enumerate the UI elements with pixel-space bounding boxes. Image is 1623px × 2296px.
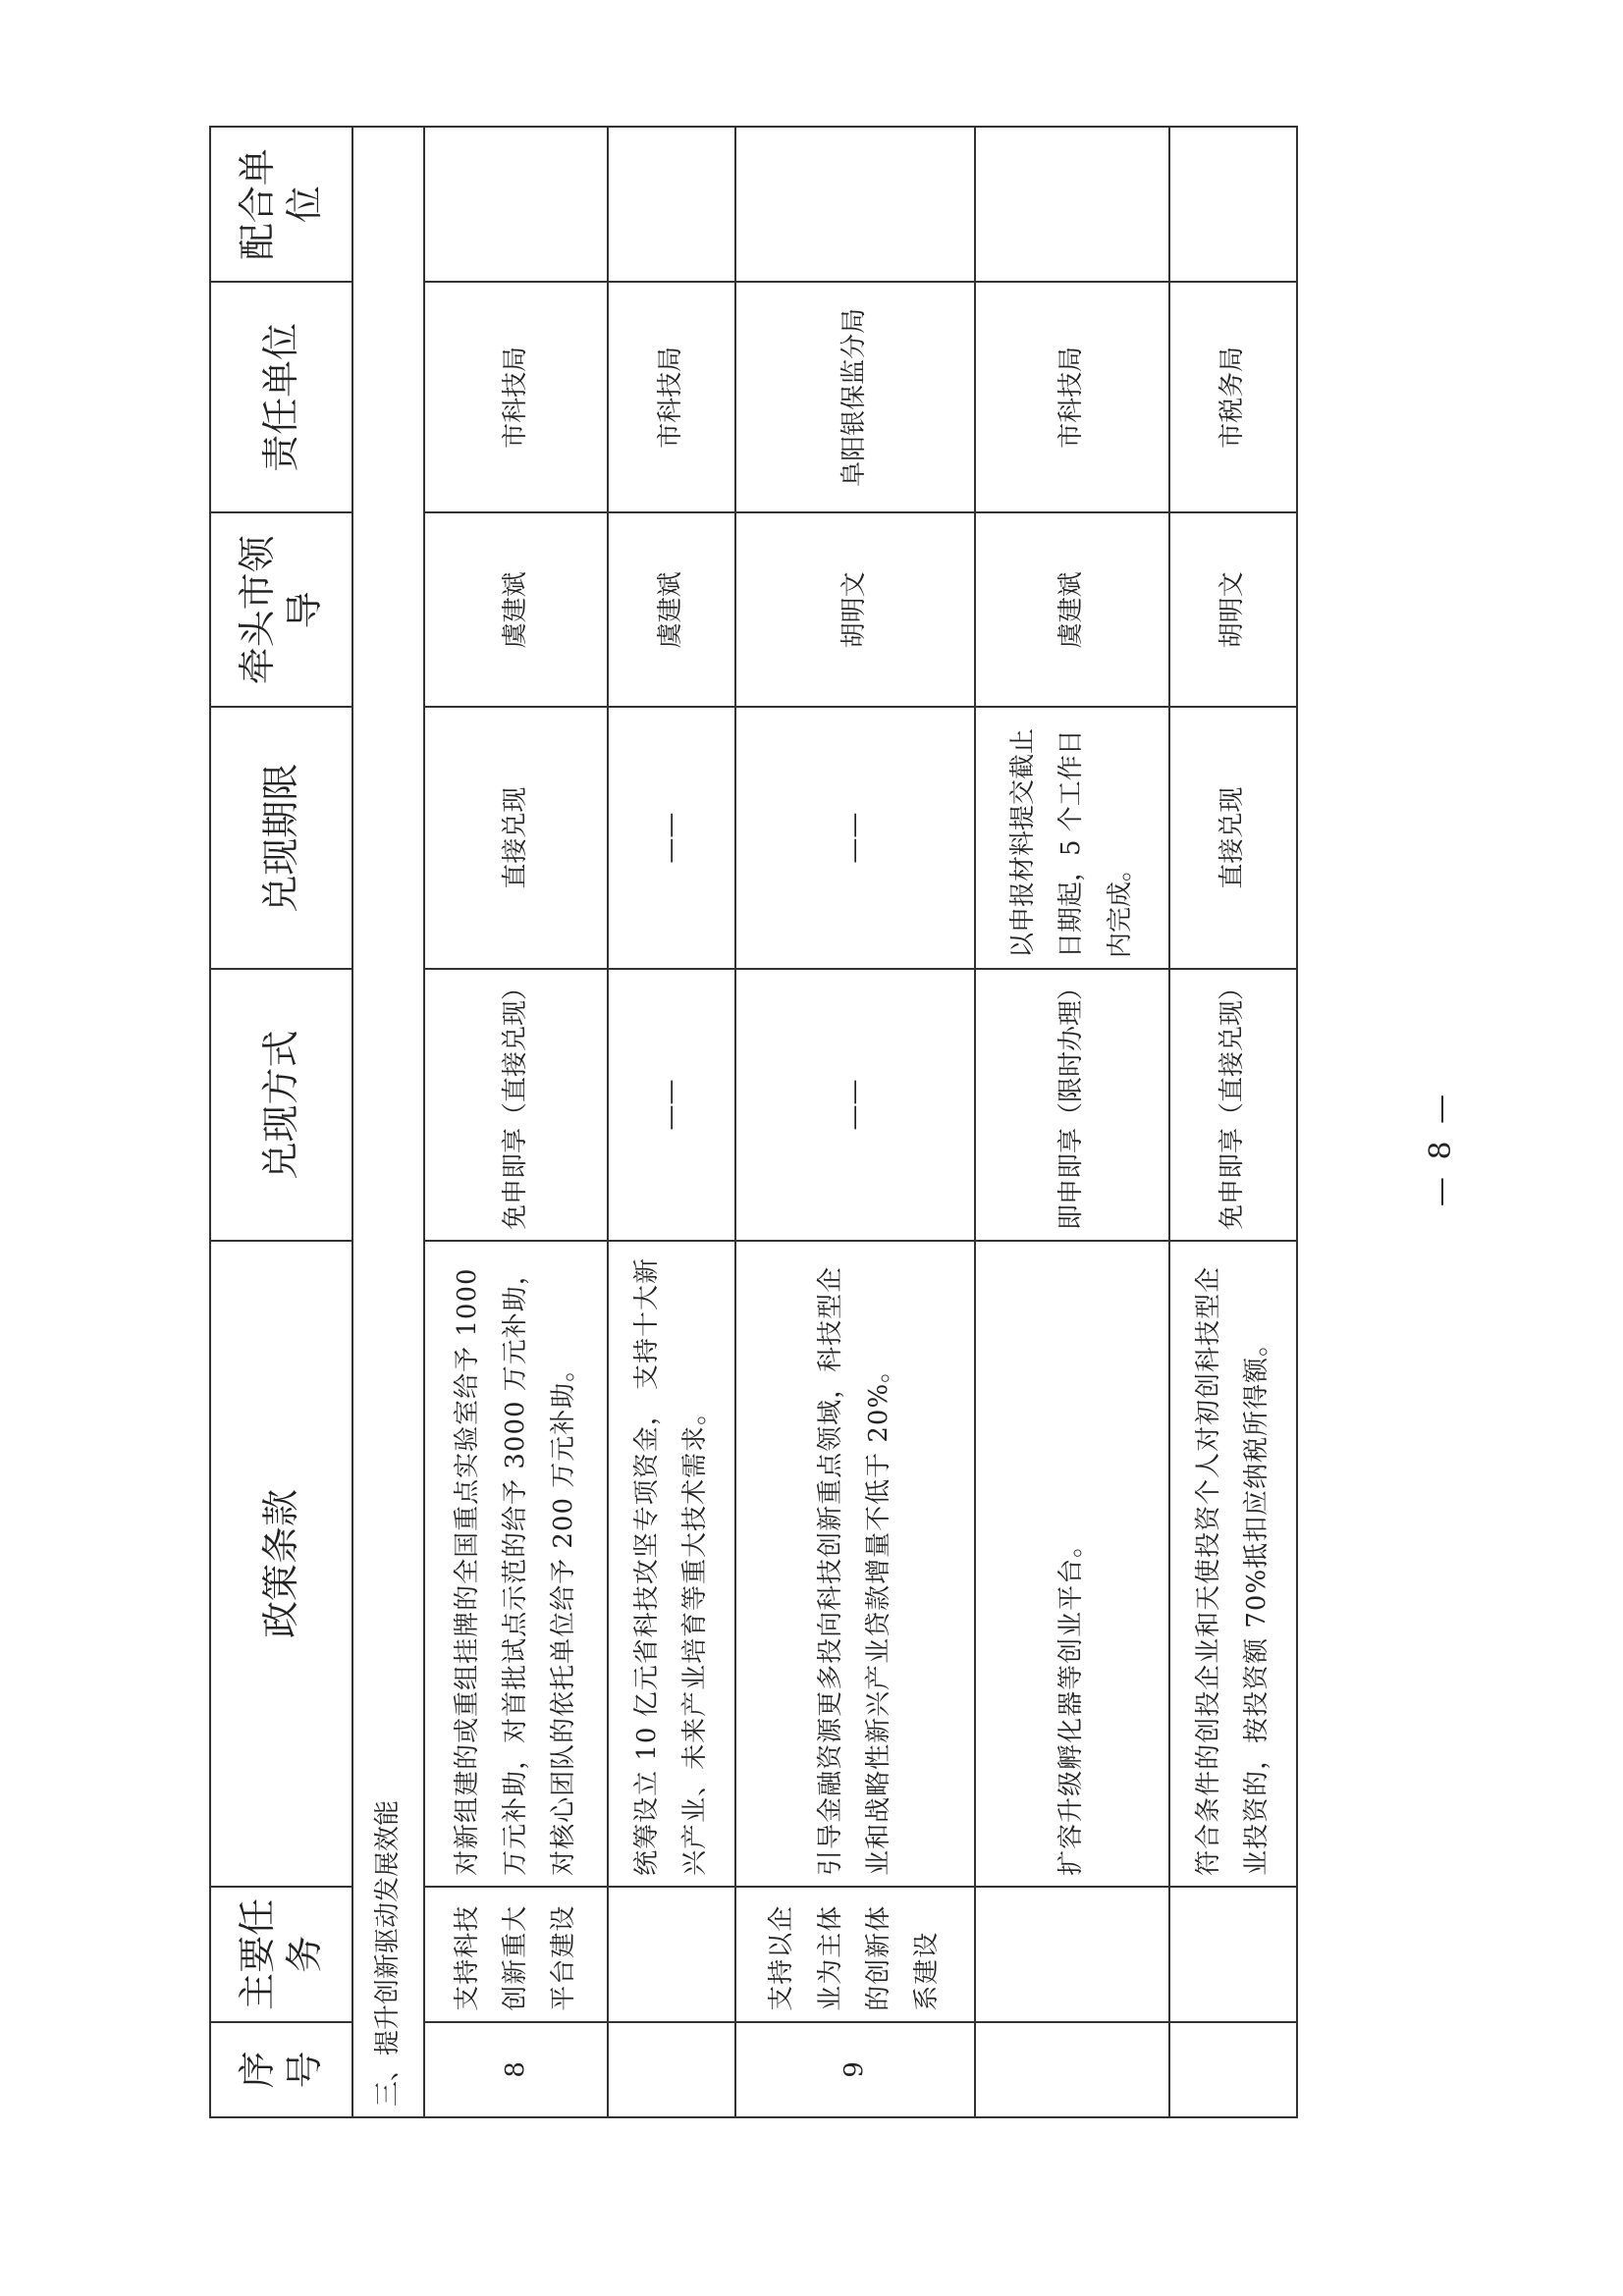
table-row bbox=[975, 127, 1169, 2117]
row-unit: 市科技局 bbox=[975, 282, 1169, 512]
policy-table bbox=[209, 126, 1298, 2118]
table-row bbox=[608, 127, 735, 2117]
row-policy: 扩容升级孵化器等创业平台。 bbox=[975, 1241, 1169, 1887]
row-method: 免申即享（直接兑现） bbox=[1169, 969, 1297, 1241]
row-seq bbox=[975, 2022, 1169, 2117]
row-policy: 符合条件的创投企业和天使投资个人对初创科技型企业投资的，按投资额 70%抵扣应纳税所得额。 bbox=[1169, 1241, 1297, 1887]
page-number: — 8 — bbox=[1424, 1090, 1458, 1207]
row-task bbox=[975, 1887, 1169, 2022]
row-coop bbox=[735, 127, 975, 282]
section-title: 三、提升创新驱动发展效能 bbox=[352, 127, 424, 2117]
table-row bbox=[424, 127, 608, 2117]
header-unit: 责任单位 bbox=[210, 282, 352, 512]
row-task: 支持以企业为主体的创新体系建设 bbox=[735, 1887, 975, 2022]
row-coop bbox=[1169, 127, 1297, 282]
row-coop bbox=[608, 127, 735, 282]
row-leader: 虞建斌 bbox=[424, 512, 608, 707]
row-deadline: 直接兑现 bbox=[1169, 707, 1297, 969]
header-leader: 牵头市领导 bbox=[210, 512, 352, 707]
table-row bbox=[735, 127, 975, 2117]
row-unit: 市科技局 bbox=[424, 282, 608, 512]
row-deadline: —— bbox=[608, 707, 735, 969]
header-deadline: 兑现期限 bbox=[210, 707, 352, 969]
row-policy: 对新组建的或重组挂牌的全国重点实验室给予 1000 万元补助，对首批试点示范的给予 3000 万元补助，对核心团队的依托单位给予 200 万元补助。 bbox=[424, 1241, 608, 1887]
header-method: 兑现方式 bbox=[210, 969, 352, 1241]
row-deadline: 以申报材料提交截止日期起，5 个工作日内完成。 bbox=[975, 707, 1169, 969]
row-method: 免申即享（直接兑现） bbox=[424, 969, 608, 1241]
row-coop bbox=[424, 127, 608, 282]
policy-table-wrapper bbox=[209, 126, 1298, 2118]
header-policy: 政策条款 bbox=[210, 1241, 352, 1887]
row-policy: 引导金融资源更多投向科技创新重点领域，科技型企业和战略性新兴产业贷款增量不低于 20%。 bbox=[735, 1241, 975, 1887]
row-task: 支持科技创新重大平台建设 bbox=[424, 1887, 608, 2022]
header-row bbox=[210, 127, 352, 2117]
row-leader: 虞建斌 bbox=[608, 512, 735, 707]
row-task bbox=[1169, 1887, 1297, 2022]
row-unit: 市科技局 bbox=[608, 282, 735, 512]
row-method: 即申即享（限时办理） bbox=[975, 969, 1169, 1241]
row-task bbox=[608, 1887, 735, 2022]
row-unit: 阜阳银保监分局 bbox=[735, 282, 975, 512]
row-leader: 胡明文 bbox=[1169, 512, 1297, 707]
row-leader: 胡明文 bbox=[735, 512, 975, 707]
header-seq: 序号 bbox=[210, 2022, 352, 2117]
row-deadline: —— bbox=[735, 707, 975, 969]
row-deadline: 直接兑现 bbox=[424, 707, 608, 969]
table-row bbox=[1169, 127, 1297, 2117]
row-seq: 9 bbox=[735, 2022, 975, 2117]
row-leader: 虞建斌 bbox=[975, 512, 1169, 707]
row-seq bbox=[1169, 2022, 1297, 2117]
row-method: —— bbox=[735, 969, 975, 1241]
row-seq bbox=[608, 2022, 735, 2117]
header-coop: 配合单位 bbox=[210, 127, 352, 282]
header-task: 主要任务 bbox=[210, 1887, 352, 2022]
row-seq: 8 bbox=[424, 2022, 608, 2117]
row-coop bbox=[975, 127, 1169, 282]
row-policy: 统筹设立 10 亿元省科技攻坚专项资金， 支持十大新兴产业、未来产业培育等重大技术需求。 bbox=[608, 1241, 735, 1887]
row-unit: 市税务局 bbox=[1169, 282, 1297, 512]
section-row bbox=[352, 127, 424, 2117]
row-method: —— bbox=[608, 969, 735, 1241]
